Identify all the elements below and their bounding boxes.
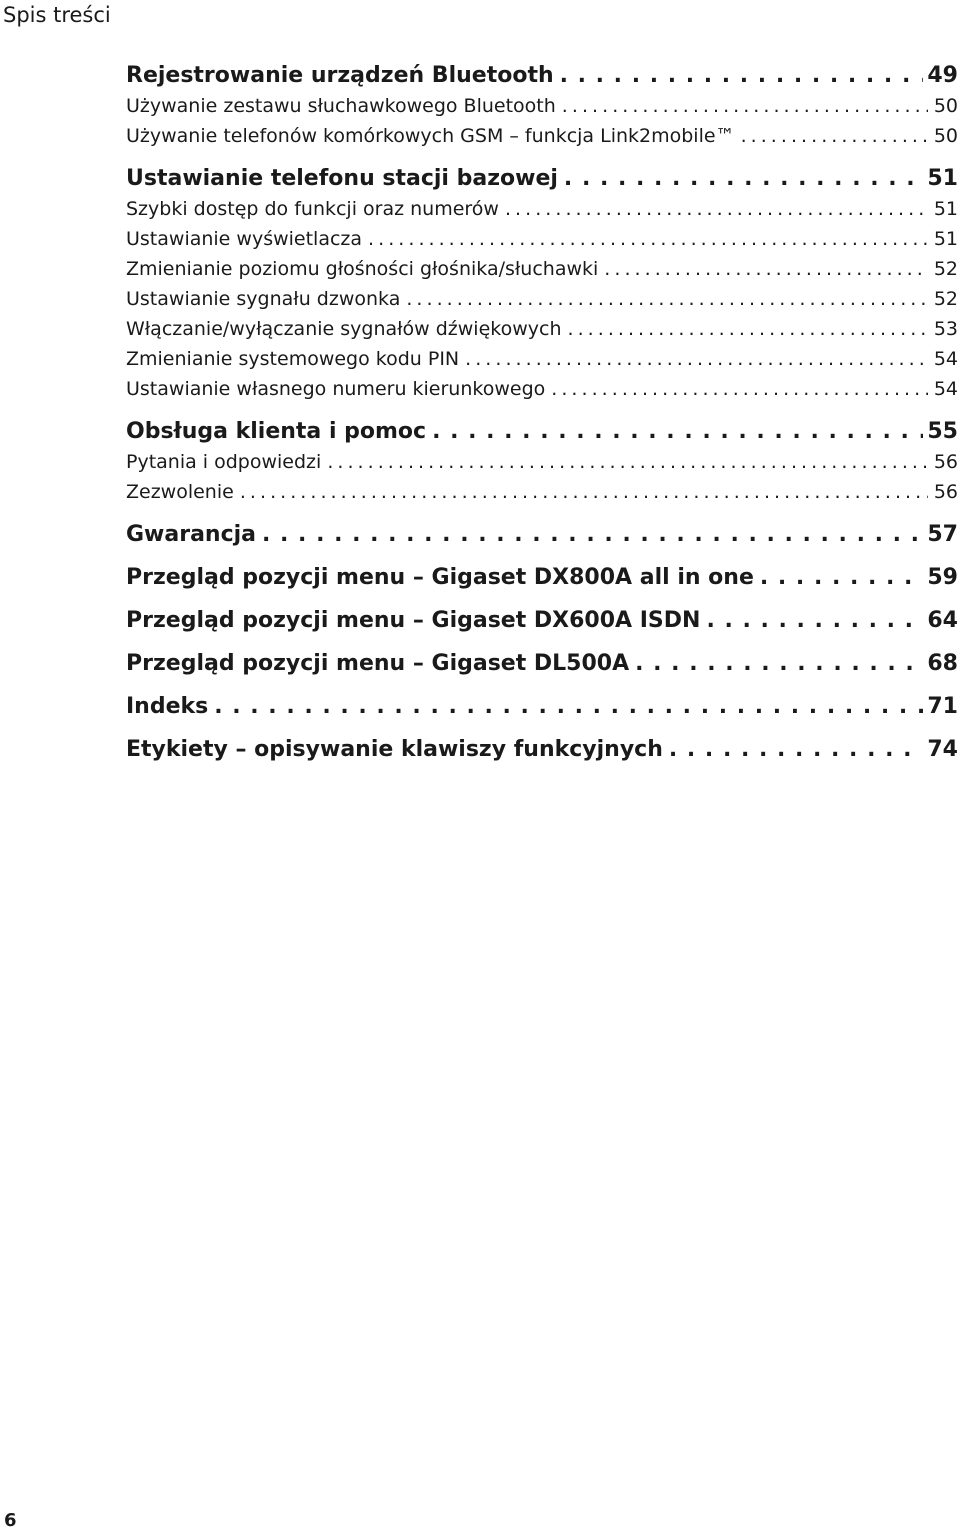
toc-group-gap <box>126 151 958 164</box>
page-number: 6 <box>4 1510 17 1531</box>
toc-entry-page-number: 51 <box>933 198 958 220</box>
toc-entry-page-number: 64 <box>927 608 958 633</box>
toc-dot-leader <box>635 649 923 679</box>
toc-dot-leader <box>368 224 928 254</box>
toc-section-entry[interactable] <box>126 194 958 224</box>
toc-entry-title: Przegląd pozycji menu – Gigaset DX800A all in one <box>126 565 754 590</box>
toc-entry-page-number: 57 <box>927 522 958 547</box>
toc-dot-leader <box>669 735 923 765</box>
toc-dot-leader <box>551 374 928 404</box>
toc-dot-leader <box>262 520 923 550</box>
toc-group-gap <box>126 722 958 735</box>
toc-section-entry[interactable] <box>126 314 958 344</box>
toc-chapter-entry[interactable] <box>126 735 958 765</box>
toc-entry-page-number: 50 <box>933 95 958 117</box>
toc-group-gap <box>126 507 958 520</box>
toc-section-entry[interactable] <box>126 447 958 477</box>
toc-section-entry[interactable] <box>126 121 958 151</box>
toc-entry-page-number: 54 <box>933 348 958 370</box>
toc-section-entry[interactable] <box>126 91 958 121</box>
toc-group-gap <box>126 636 958 649</box>
toc-entry-title: Szybki dostęp do funkcji oraz numerów <box>126 198 499 220</box>
toc-entry-page-number: 49 <box>927 63 958 88</box>
toc-entry-page-number: 71 <box>927 694 958 719</box>
toc-entry-title: Używanie zestawu słuchawkowego Bluetooth <box>126 95 556 117</box>
toc-entry-title: Używanie telefonów komórkowych GSM – funkcja Link2mobile™ <box>126 125 735 147</box>
toc-chapter-entry[interactable] <box>126 164 958 194</box>
toc-dot-leader <box>240 477 928 507</box>
toc-chapter-entry[interactable] <box>126 61 958 91</box>
toc-entry-title: Etykiety – opisywanie klawiszy funkcyjnych <box>126 737 663 762</box>
toc-dot-leader <box>327 447 928 477</box>
toc-dot-leader <box>604 254 928 284</box>
toc-dot-leader <box>214 692 923 722</box>
toc-chapter-entry[interactable] <box>126 563 958 593</box>
toc-dot-leader <box>706 606 923 636</box>
toc-group-gap <box>126 679 958 692</box>
toc-section-entry[interactable] <box>126 374 958 404</box>
toc-group-gap <box>126 593 958 606</box>
toc-entry-page-number: 74 <box>927 737 958 762</box>
table-of-contents <box>126 61 958 765</box>
toc-entry-page-number: 56 <box>933 481 958 503</box>
toc-entry-title: Gwarancja <box>126 522 257 547</box>
toc-section-entry[interactable] <box>126 344 958 374</box>
toc-dot-leader <box>406 284 928 314</box>
toc-section-entry[interactable] <box>126 254 958 284</box>
toc-entry-page-number: 55 <box>927 419 958 444</box>
toc-entry-title: Pytania i odpowiedzi <box>126 451 322 473</box>
toc-entry-page-number: 51 <box>927 166 958 191</box>
toc-entry-page-number: 56 <box>933 451 958 473</box>
toc-entry-page-number: 50 <box>933 125 958 147</box>
toc-entry-page-number: 51 <box>933 228 958 250</box>
toc-entry-title: Włączanie/wyłączanie sygnałów dźwiękowych <box>126 318 562 340</box>
toc-entry-title: Zmienianie systemowego kodu PIN <box>126 348 460 370</box>
toc-chapter-entry[interactable] <box>126 606 958 636</box>
toc-entry-title: Ustawianie wyświetlacza <box>126 228 363 250</box>
toc-dot-leader <box>568 314 929 344</box>
toc-entry-title: Ustawianie sygnału dzwonka <box>126 288 401 310</box>
toc-section-entry[interactable] <box>126 477 958 507</box>
toc-entry-page-number: 68 <box>927 651 958 676</box>
toc-dot-leader <box>564 164 923 194</box>
toc-dot-leader <box>432 417 923 447</box>
toc-dot-leader <box>741 121 928 151</box>
toc-entry-title: Przegląd pozycji menu – Gigaset DX600A ISDN <box>126 608 701 633</box>
toc-entry-title: Zezwolenie <box>126 481 234 503</box>
toc-entry-title: Rejestrowanie urządzeń Bluetooth <box>126 63 554 88</box>
toc-dot-leader <box>560 61 924 91</box>
toc-entry-title: Przegląd pozycji menu – Gigaset DL500A <box>126 651 630 676</box>
toc-dot-leader <box>465 344 928 374</box>
toc-entry-title: Ustawianie własnego numeru kierunkowego <box>126 378 546 400</box>
page-title: Spis treści <box>3 3 111 27</box>
toc-chapter-entry[interactable] <box>126 692 958 722</box>
toc-entry-page-number: 54 <box>933 378 958 400</box>
toc-entry-page-number: 53 <box>933 318 958 340</box>
toc-entry-title: Ustawianie telefonu stacji bazowej <box>126 166 558 191</box>
toc-entry-title: Zmienianie poziomu głośności głośnika/słuchawki <box>126 258 599 280</box>
toc-dot-leader <box>760 563 923 593</box>
toc-section-entry[interactable] <box>126 224 958 254</box>
toc-entry-title: Indeks <box>126 694 209 719</box>
toc-chapter-entry[interactable] <box>126 649 958 679</box>
toc-dot-leader <box>505 194 928 224</box>
toc-entry-page-number: 52 <box>933 258 958 280</box>
toc-chapter-entry[interactable] <box>126 520 958 550</box>
toc-group-gap <box>126 550 958 563</box>
toc-chapter-entry[interactable] <box>126 417 958 447</box>
toc-entry-page-number: 59 <box>927 565 958 590</box>
toc-entry-page-number: 52 <box>933 288 958 310</box>
toc-entry-title: Obsługa klienta i pomoc <box>126 419 427 444</box>
toc-section-entry[interactable] <box>126 284 958 314</box>
toc-dot-leader <box>562 91 928 121</box>
toc-group-gap <box>126 404 958 417</box>
